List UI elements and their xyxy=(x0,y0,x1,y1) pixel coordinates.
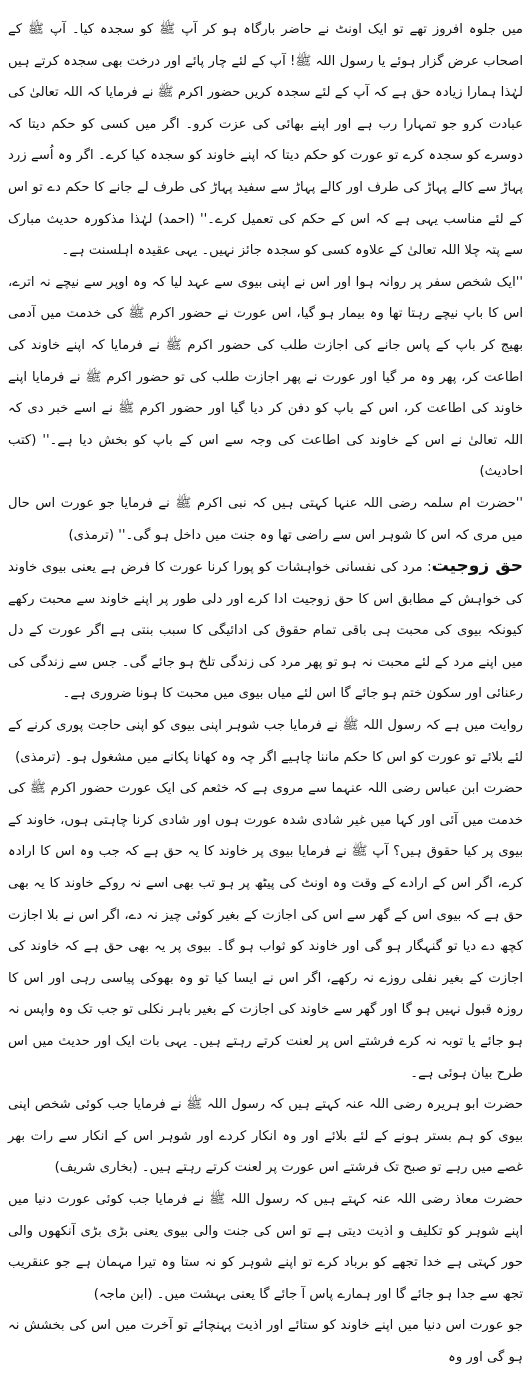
paragraph-text: حضرت ابو ہریرہ رضی اللہ عنہ کہتے ہیں کہ رسول اللہ ﷺ نے فرمایا جب کوئی شخص اپنی بیوی کو ہم بستر ہونے کے لئے بلائے اور وہ انکار کردے اور شوہر اس کے انکار سے رات بھر غصے میں رہے تو صبح تک فرشتے اس عورت پر لعنت کرتے رہتے ہیں۔ (بخاری شریف) xyxy=(8,1097,523,1176)
paragraph-camel-prostration xyxy=(8,14,523,267)
paragraph-marital-right xyxy=(8,551,523,710)
paragraph-text: میں جلوہ افروز تھے تو ایک اونٹ نے حاضر بارگاہ ہو کر آپ ﷺ کو سجدہ کیا۔ آپ ﷺ کے اصحاب عرض گزار ہوئے یا رسول اللہ ﷺ! آپ کے لئے چار پائے اور درخت بھی سجدہ کرتے ہیں لہٰذا ہمارا زیادہ حق ہے کہ آپ کے لئے سجدہ کریں حضور اکرم ﷺ نے فرمایا کہ اللہ تعالیٰ کی عبادت کرو جو تمہارا رب ہے اور اپنے بھائی کی عزت کرو۔ اگر میں کسی کو حکم دیتا کہ دوسرے کو سجدہ کرے تو عورت کو حکم دیتا کہ اپنے خاوند کو سجدہ کیا کرے۔ اگر وہ اُسے زرد پہاڑ سے کالے پہاڑ کی طرف اور کالے پہاڑ سے سفید پہاڑ کی طرف لے جانے کا حکم دے تو اس کے لئے مناسب یہی ہے کہ اس کے حکم کی تعمیل کرے۔'' (احمد) لہٰذا مذکورہ حدیث مبارک سے پتہ چلا اللہ تعالیٰ کے علاوہ کسی کو سجدہ جائز نہیں۔ یہی عقیدہ اہلسنت ہے۔ xyxy=(8,22,523,259)
paragraph-text: : مرد کی نفسانی خواہشات کو پورا کرنا عورت کا فرض ہے یعنی بیوی خاوند کی خواہش کے مطابق اس کا حق زوجیت ادا کرے اور دلی طور پر اپنے خاوند سے محبت رکھے کیونکہ بیوی کی محبت ہی باقی تمام حقوق کی ادائیگی کا سبب بنتی ہے اگر عورت کے دل میں اپنے مرد کے لئے محبت نہ ہو تو پھر مرد کی زندگی تلخ ہو جائے گی۔ جس سے زندگی کی رعنائی اور سکون ختم ہو جائے گا اس لئے میاں بیوی میں محبت کا ہونا ضروری ہے۔ xyxy=(8,560,523,702)
paragraph-text: حضرت معاذ رضی اللہ عنہ کہتے ہیں کہ رسول اللہ ﷺ نے فرمایا جب کوئی عورت دنیا میں اپنے شوہر کو تکلیف و اذیت دیتی ہے تو اس کی جنت والی بیوی یعنی بڑی بڑی آنکھوں والی حور کہتی ہے خدا تجھے کو برباد کرے تو اپنے شوہر کو نہ ستا وہ تیرا مہمان ہے جو عنقریب تجھ سے جدا ہو جائے گا اور ہمارے پاس آ جائے گا یعنی بہشت میں۔ (ابن ماجہ) xyxy=(8,1191,523,1302)
paragraph-text: ''حضرت ام سلمہ رضی اللہ عنہا کہتی ہیں کہ نبی اکرم ﷺ نے فرمایا جو عورت اس حال میں مری کہ اس کا شوہر اس سے راضی تھا وہ جنت میں داخل ہو گی۔'' (ترمذی) xyxy=(8,495,523,543)
paragraph-ibn-abbas-hadith xyxy=(8,773,523,1089)
paragraph-obedience-hadith xyxy=(8,267,523,488)
paragraph-text: روایت میں ہے کہ رسول اللہ ﷺ نے فرمایا جب شوہر اپنی بیوی کو اپنی حاجت پوری کرنے کے لئے بلائے تو عورت کو اس کا حکم ماننا چاہیے اگر چہ وہ کھانا پکانے میں مشغول ہو۔ (ترمذی) xyxy=(8,718,523,765)
paragraph-text: جو عورت اس دنیا میں اپنے خاوند کو ستائے اور اذیت پہنچائے تو آخرت میں اس کی بخشش نہ ہو گی اور وہ xyxy=(8,1318,523,1365)
paragraph-husband-call-hadith xyxy=(8,710,523,773)
paragraph-text: ''ایک شخص سفر پر روانہ ہوا اور اس نے اپنی بیوی سے عہد لیا کہ وہ اوپر سے نیچے نہ اترے، اس کا باپ نیچے رہتا تھا وہ بیمار ہو گیا، اس عورت نے حضور اکرم ﷺ کی خدمت میں آدمی بھیج کر باپ کے پاس جانے کی اجازت طلب کی حضور اکرم ﷺ نے فرمایا کہ اپنے خاوند کی اطاعت کر، پھر وہ مر گیا اور عورت نے پھر اجازت طلب کی تو حضور اکرم ﷺ نے فرمایا اپنے خاوند کی اطاعت کر، اس کے باپ کو دفن کر دیا گیا اور حضور اکرم ﷺ نے اسے خبر دی کہ اللہ تعالیٰ نے اس کے خاوند کی اطاعت کی وجہ سے اس کے باپ کو بخش دیا ہے۔'' (کتب احادیث) xyxy=(8,274,523,480)
section-heading: حق زوجیت xyxy=(431,556,523,577)
paragraph-umm-salama-hadith xyxy=(8,488,523,551)
paragraph-text: حضرت ابن عباس رضی اللہ عنہما سے مروی ہے کہ خثعم کی ایک عورت حضور اکرم ﷺ کی خدمت میں آئی اور کہا میں غیر شادی شدہ عورت ہوں اور شادی کرنا چاہتی ہوں، خاوند کے بیوی پر کیا حقوق ہیں؟ آپ ﷺ نے فرمایا بیوی پر خاوند کا یہ حق ہے کہ جب وہ اس کا ارادہ کرے، اگر اس کے ارادے کے وقت وہ اونٹ کی پیٹھ پر ہو تب بھی اسے نہ روکے خاوند کا یہ بھی حق ہے کہ بیوی اس کے گھر سے اس کی اجازت کے بغیر کوئی چیز نہ دے، اگر اس نے بلا اجازت کچھ دے دیا تو گنہگار ہو گی اور خاوند کو ثواب ہو گا۔ بیوی پر یہ بھی حق ہے کہ خاوند کی اجازت کے بغیر نفلی روزے نہ رکھے، اگر اس نے ایسا کیا تو وہ بھوکی پیاسی رہی اور اس کا روزہ قبول نہیں ہو گا اور گھر سے خاوند کی اجازت کے بغیر باہر نکلی تو جب تک وہ واپس نہ ہو جائے یا توبہ نہ کرے فرشتے اس پر لعنت کرتے رہتے ہیں۔ یہی بات ایک اور حدیث میں اس طرح بیان ہوئی ہے۔ xyxy=(8,781,523,1081)
paragraph-closing xyxy=(8,1310,523,1373)
paragraph-abu-hurairah-hadith xyxy=(8,1089,523,1184)
paragraph-muadh-hadith xyxy=(8,1184,523,1310)
